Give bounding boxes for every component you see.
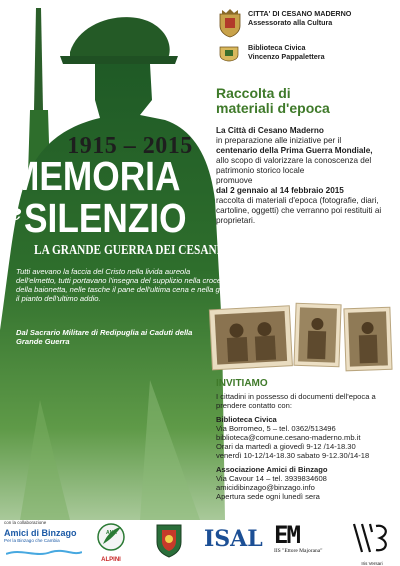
quote-text: Tutti avevano la faccia del Cristo nella livida aureola dell'elmetto, tutti portavano l'insegna del supplizio nella croce della baionetta, nelle tasche il pane dell'ultima cena e nella gola il pianto dell'ultimo addio. (16, 267, 230, 303)
raccolta-title-line2: materiali d'epoca (216, 100, 330, 116)
city-crest-icon (218, 8, 242, 38)
header-bibliotecario: Vincenzo Pappalettera (248, 52, 325, 61)
raccolta-title (216, 86, 386, 116)
raccolta-p1-bold: La Città di Cesano Maderno (216, 126, 324, 135)
header-assessorato: Assessorato alla Cultura (248, 18, 333, 27)
raccolta-title-line1: Raccolta di (216, 85, 291, 101)
subtitle: LA GRANDE GUERRA DEI CESANESI (34, 242, 236, 257)
library-crest-icon (218, 44, 240, 62)
biblioteca-address: Via Borromeo, 5 – tel. 0362/513496 (216, 424, 336, 433)
alpini-feather-icon (94, 522, 128, 552)
alpini-text: ALPINI (101, 557, 121, 563)
logo-amici-binzago (4, 522, 84, 562)
logo-alpini (94, 522, 128, 562)
raccolta-body (216, 126, 394, 226)
collaboration-label: con la collaborazione (4, 520, 47, 525)
raccolta-p1-bold2: centenario della Prima Guerra Mondiale, (216, 146, 373, 155)
majorana-sub: IIS "Ettore Majorana" (274, 548, 323, 554)
years-heading: 1915 – 2015 (67, 133, 193, 159)
logo-majorana (274, 522, 338, 562)
versari-text: Iris Versari (361, 561, 383, 566)
invitiamo-title: INVITIAMO (216, 378, 268, 389)
raccolta-p1-rest: in preparazione alle iniziative per il (216, 136, 342, 145)
photo-middle (294, 303, 341, 367)
vintage-photos (205, 302, 395, 374)
amici-hours: Apertura sede ogni lunedì sera (216, 492, 320, 501)
header-comune: CITTA' DI CESANO MADERNO (248, 9, 352, 18)
title-e: e (8, 200, 22, 226)
amici-email[interactable]: amicidibinzago@binzago.info (216, 483, 315, 492)
biblioteca-hours-2: venerdì 10-12/14-18.30 sabato 9-12.30/14-18 (216, 451, 370, 460)
logo-versari (350, 520, 394, 564)
biblioteca-name: Biblioteca Civica (216, 415, 277, 424)
raccolta-p5: raccolta di materiali d'epoca (fotografie, diari, cartoline, oggetti) che verranno poi restituiti ai proprietari. (216, 196, 382, 225)
raccolta-p2: allo scopo di valorizzare la conoscenza del patrimonio storico locale (216, 156, 372, 175)
invitiamo-body (216, 392, 396, 501)
raccolta-p3: promuove (216, 176, 253, 185)
photo-left (209, 306, 292, 370)
majorana-em: EM (274, 521, 299, 549)
biblioteca-hours-1: Orari da martedì a giovedì 9-12 /14-18.30 (216, 442, 356, 451)
raccolta-p4: dal 2 gennaio al 14 febbraio 2015 (216, 186, 344, 195)
title-silenzio: SILENZIO (24, 195, 187, 241)
isal-text: ISAL (204, 526, 263, 552)
versari-mark-icon (350, 520, 394, 556)
logo-amici-text: Amici di Binzago (4, 528, 77, 538)
wave-icon (6, 548, 82, 558)
alpini-top: ANA (106, 530, 117, 536)
shield-logo-icon (154, 522, 184, 558)
amici-address: Via Cavour 14 – tel. 3939834608 (216, 474, 327, 483)
invitiamo-intro: I cittadini in possesso di documenti dell'epoca a prendere contatto con: (216, 392, 376, 410)
photo-right (344, 307, 392, 371)
title-memoria: MEMORIA (10, 153, 181, 199)
amici-name: Associazione Amici di Binzago (216, 465, 328, 474)
logo-amici-sub: Per la Binzago che Cambia (4, 538, 60, 543)
logo-isal (204, 526, 263, 558)
quote-source: Dal Sacrario Militare di Redipuglia ai Caduti della Grande Guerra (16, 328, 193, 346)
header-biblioteca: Biblioteca Civica (248, 43, 306, 52)
biblioteca-email[interactable]: biblioteca@comune.cesano-maderno.mb.it (216, 433, 361, 442)
